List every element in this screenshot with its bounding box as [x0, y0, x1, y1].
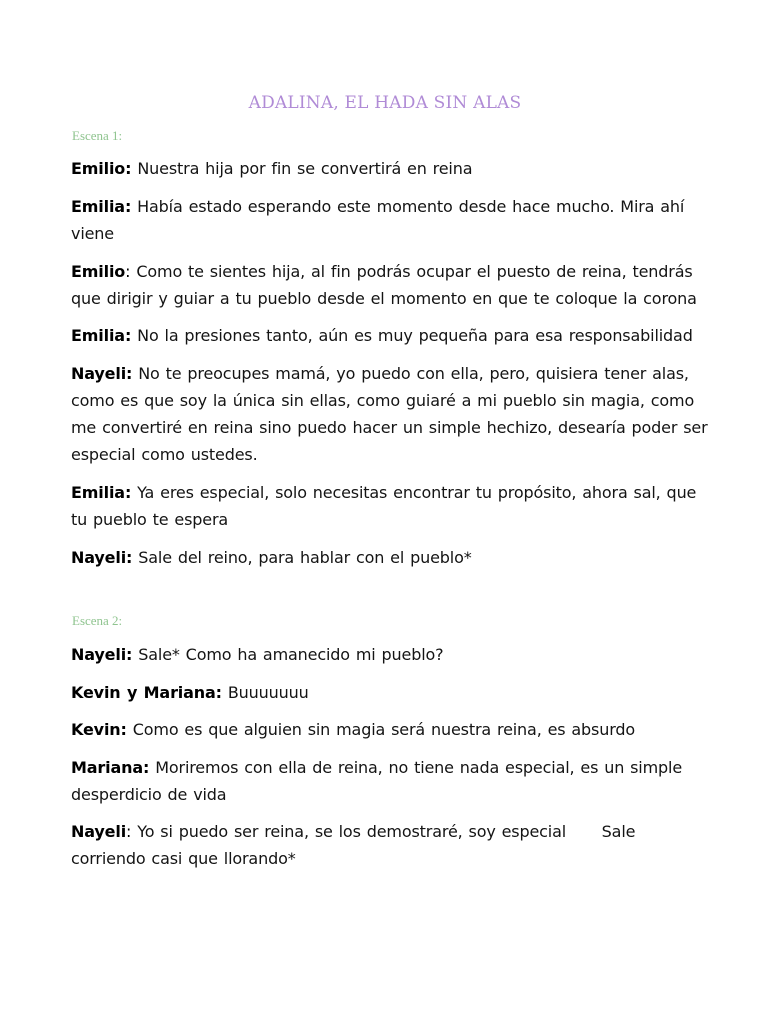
dialogue-line [71, 641, 711, 668]
dialogue-line [71, 258, 711, 312]
dialogue-text: Moriremos con ella de reina, no tiene nada especial, es un simple desperdicio de vida [71, 758, 683, 804]
dialogue-text: Como es que alguien sin magia será nuestra reina, es absurdo [126, 720, 636, 739]
speaker-name: Nayeli [71, 822, 127, 841]
dialogue-text: Sale* Como ha amanecido mi pueblo? [132, 645, 444, 664]
speaker-name: Nayeli: [71, 645, 133, 664]
dialogue-text: No te preocupes mamá, yo puedo con ella, pero, quisiera tener alas, como es que soy la única sin ellas, como guiaré a mi pueblo sin magia, como me convertiré en reina sino puedo hacer un simple hechizo, desearía poder ser especial como ustedes. [71, 364, 708, 464]
dialogue-line [71, 679, 711, 706]
speaker-name: Nayeli: [71, 364, 133, 383]
dialogue-line [71, 322, 711, 349]
dialogue-line [71, 193, 711, 247]
speaker-name: Kevin: [71, 720, 127, 739]
dialogue-line [71, 754, 711, 808]
dialogue-text: Como te sientes hija, al fin podrás ocupar el puesto de reina, tendrás que dirigir y guiar a tu pueblo desde el momento en que te coloque la corona [71, 262, 697, 308]
speaker-name: Emilio [71, 262, 126, 281]
dialogue-text: Ya eres especial, solo necesitas encontrar tu propósito, ahora sal, que tu pueblo te espera [71, 483, 697, 529]
dialogue-line [71, 544, 711, 571]
dialogue-text: Había estado esperando este momento desde hace mucho. Mira ahí viene [71, 197, 685, 243]
speaker-name: Nayeli: [71, 548, 133, 567]
dialogue-line [71, 818, 711, 872]
scene-1-label: Escena 1: [72, 128, 123, 143]
speaker-separator: : [126, 822, 132, 841]
dialogue-text: Nuestra hija por fin se convertirá en reina [131, 159, 473, 178]
dialogue-line [71, 479, 711, 533]
dialogue-text: Buuuuuuu [221, 683, 309, 702]
dialogue-line [71, 360, 711, 468]
speaker-name: Emilia: [71, 197, 132, 216]
speaker-separator: : [125, 262, 131, 281]
dialogue-text: No la presiones tanto, aún es muy pequeña para esa responsabilidad [131, 326, 693, 345]
scene-2-label: Escena 2: [72, 613, 123, 628]
speaker-name: Emilio: [71, 159, 132, 178]
document-title: ADALINA, EL HADA SIN ALAS [248, 93, 522, 113]
speaker-name: Emilia: [71, 326, 132, 345]
dialogue-line [71, 155, 711, 182]
speaker-name: Emilia: [71, 483, 132, 502]
dialogue-text: Sale del reino, para hablar con el pueblo* [132, 548, 472, 567]
dialogue-text: Yo si puedo ser reina, se los demostraré, soy especial Sale corriendo casi que llorando* [71, 822, 642, 868]
speaker-name: Mariana: [71, 758, 150, 777]
dialogue-line [71, 716, 711, 743]
speaker-name: Kevin y Mariana: [71, 683, 222, 702]
